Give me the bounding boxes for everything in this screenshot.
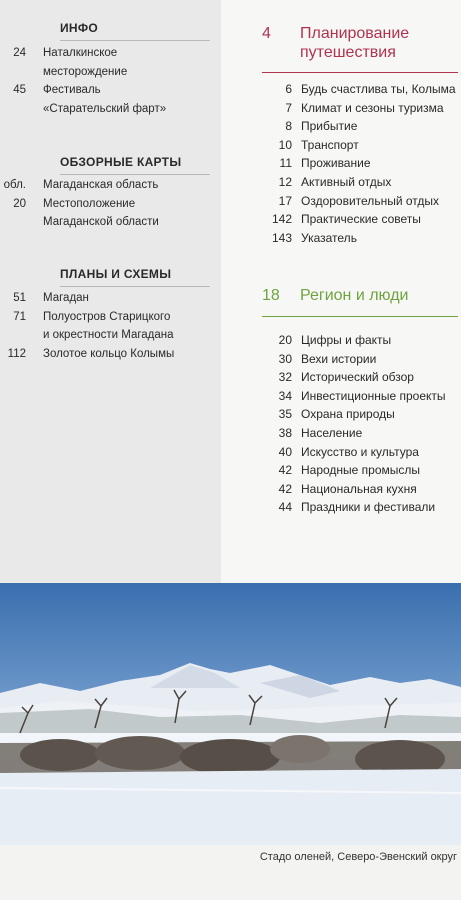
page-number: 38	[278, 425, 292, 440]
toc-entry[interactable]	[262, 461, 458, 480]
page-number: 40	[278, 444, 292, 459]
page-number: 44	[278, 500, 292, 515]
toc-entry[interactable]	[262, 350, 458, 369]
toc-entry[interactable]	[262, 443, 458, 462]
toc-entry[interactable]	[262, 405, 458, 424]
toc-entry[interactable]	[262, 210, 458, 229]
toc-entry[interactable]	[0, 81, 221, 118]
page-number: 45	[13, 84, 26, 96]
page-number: 112	[7, 347, 26, 360]
toc-entry[interactable]	[262, 99, 458, 118]
section-title: ОБЗОРНЫЕ КАРТЫ	[60, 155, 210, 175]
section-title: ПЛАНЫ И СХЕМЫ	[60, 267, 210, 287]
page-number: 30	[278, 351, 292, 366]
toc-entry[interactable]	[0, 289, 221, 308]
entry-text: Будь счастлива ты, Колыма	[301, 82, 456, 96]
entry-text: Исторический обзор	[301, 370, 414, 385]
toc-entry[interactable]	[262, 192, 458, 211]
entry-text: Проживание	[301, 156, 371, 171]
page-number: 51	[13, 292, 26, 304]
entry-line: Магаданская область	[43, 179, 159, 191]
page-number: 71	[13, 310, 26, 323]
entry-text: Национальная кухня	[301, 481, 417, 496]
toc-entry[interactable]	[0, 345, 221, 364]
chapter-list	[262, 331, 458, 517]
entry-line: Фестиваль	[43, 84, 101, 96]
page-number: 17	[278, 193, 292, 208]
chapter-title-line: путешествия	[300, 44, 396, 61]
toc-entry[interactable]	[262, 173, 458, 192]
chapter-heading[interactable]	[262, 286, 458, 306]
page-number: 32	[278, 370, 292, 385]
entry-text: Население	[301, 425, 363, 440]
page-number: 11	[279, 156, 292, 171]
entry-line: Полуостров Старицкого	[43, 310, 171, 323]
entry-line: Магаданской области	[43, 216, 159, 228]
toc-entry[interactable]	[0, 195, 221, 232]
toc-entry[interactable]	[262, 368, 458, 387]
toc-entry[interactable]	[262, 387, 458, 406]
entry-text: Цифры и факты	[301, 333, 392, 347]
chapter-rule	[262, 316, 458, 317]
toc-entry[interactable]	[262, 331, 458, 350]
entry-line: месторождение	[43, 65, 128, 78]
page-number: 20	[13, 197, 26, 210]
section-overview-maps	[0, 155, 221, 232]
page-number: 8	[285, 119, 292, 134]
chapter-number: 18	[262, 287, 280, 304]
toc-entry[interactable]	[262, 136, 458, 155]
entry-line: «Старательский фарт»	[43, 102, 167, 115]
section-plans	[0, 267, 221, 363]
toc-entry[interactable]	[262, 117, 458, 136]
chapter-title-line: Регион и люди	[300, 287, 409, 304]
entry-line: Золотое кольцо Колымы	[43, 347, 175, 360]
section-title: ИНФО	[60, 21, 210, 41]
entry-text: Искусство и культура	[301, 444, 419, 459]
entry-line: Магадан	[43, 292, 89, 304]
toc-entry[interactable]	[262, 480, 458, 499]
page-number: 35	[278, 407, 292, 422]
toc-entry[interactable]	[0, 44, 221, 81]
entry-text: Указатель	[301, 230, 357, 245]
page-number: 34	[278, 388, 292, 403]
page-number: 42	[278, 463, 292, 478]
chapter-title-line: Планирование	[300, 25, 410, 42]
page-number: 143	[271, 230, 292, 245]
page-number: 142	[271, 212, 292, 227]
page-number: 7	[285, 100, 292, 115]
chapter-region	[262, 286, 458, 517]
chapter-number: 4	[262, 25, 271, 42]
chapter-rule	[262, 72, 458, 73]
entry-text: Климат и сезоны туризма	[301, 100, 444, 115]
photo-caption: Стадо оленей, Северо-Эвенский округ	[259, 851, 457, 863]
toc-entry[interactable]	[262, 154, 458, 173]
toc-entry[interactable]	[0, 176, 221, 195]
entry-text: Прибытие	[301, 119, 358, 134]
reindeer-herd-photo	[0, 583, 461, 845]
entry-text: Активный отдых	[301, 174, 392, 189]
entry-text: Народные промыслы	[301, 463, 421, 478]
entry-text: Оздоровительный отдых	[301, 193, 439, 208]
page-number: 12	[278, 174, 292, 189]
entry-text: Инвестиционные проекты	[301, 388, 446, 403]
page-number: обл.	[3, 179, 26, 191]
toc-entry[interactable]	[262, 498, 458, 517]
toc-entry[interactable]	[262, 424, 458, 443]
entry-text: Праздники и фестивали	[301, 500, 436, 515]
chapter-heading[interactable]	[262, 24, 458, 62]
section-info	[0, 21, 221, 118]
page-number: 24	[13, 47, 26, 59]
entry-text: Вехи истории	[301, 351, 377, 366]
page-number: 20	[278, 333, 292, 347]
entry-line: и окрестности Магадана	[43, 329, 174, 341]
entry-text: Транспорт	[301, 137, 359, 152]
toc-entry[interactable]	[262, 229, 458, 248]
page-number: 10	[278, 137, 292, 152]
entry-text: Практические советы	[301, 212, 421, 227]
entry-line: Наталкинское	[43, 47, 118, 59]
page-number: 6	[285, 82, 292, 96]
toc-entry[interactable]	[262, 80, 458, 99]
toc-entry[interactable]	[0, 308, 221, 345]
entry-line: Местоположение	[43, 197, 136, 210]
chapter-list	[262, 80, 458, 247]
chapter-planning	[262, 24, 458, 247]
entry-text: Охрана природы	[301, 407, 395, 422]
page-number: 42	[278, 481, 292, 496]
